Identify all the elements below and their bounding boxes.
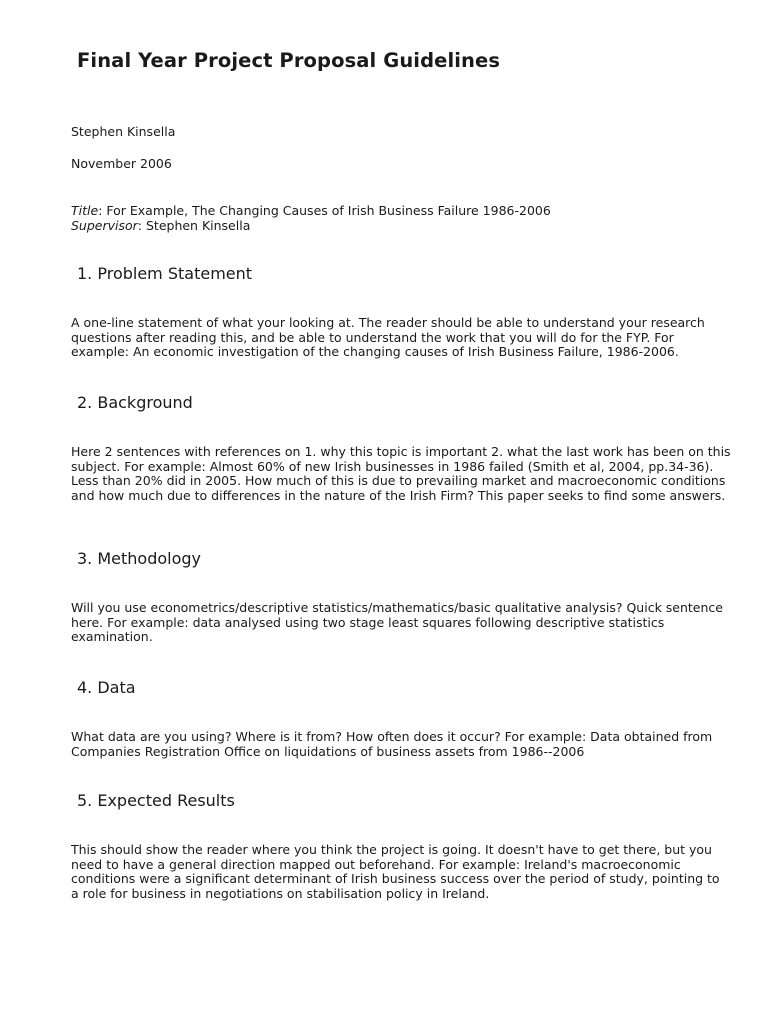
author-name: Stephen Kinsella xyxy=(71,124,176,139)
title-label: Title xyxy=(71,203,99,218)
document-date: November 2006 xyxy=(71,156,172,171)
section-body-background: Here 2 sentences with references on 1. why this topic is important 2. what the last work has been on this subject. For example: Almost 60% of new Irish businesses in 1986 failed (Smith et al, 2004, pp.34-36). Less than 20% did in 2005. How much of this is due to prevailing market and macroeconomic conditions and how much due to differences in the nature of the Irish Firm? This paper seeks to find some answers. xyxy=(71,444,731,504)
title-value: : For Example, The Changing Causes of Irish Business Failure 1986-2006 xyxy=(98,203,551,218)
section-body-expected-results: This should show the reader where you think the project is going. It doesn't have to get there, but you need to have a general direction mapped out beforehand. For example: Ireland's macroeconomic conditions were a significant determinant of Irish business success over the period of study, pointing to a role for business in negotiations on stabilisation policy in Ireland. xyxy=(71,842,720,902)
section-heading-data: 4. Data xyxy=(77,678,136,697)
section-heading-background: 2. Background xyxy=(77,393,193,412)
section-heading-expected-results: 5. Expected Results xyxy=(77,791,235,810)
section-heading-methodology: 3. Methodology xyxy=(77,549,202,568)
supervisor-label: Supervisor xyxy=(71,218,138,233)
section-body-data: What data are you using? Where is it from? How often does it occur? For example: Data obtained from Companies Registration Office on liquidations of business assets from 1986--2006 xyxy=(71,729,713,759)
project-info xyxy=(71,203,551,233)
document-title: Final Year Project Proposal Guidelines xyxy=(77,49,501,72)
supervisor-value: : Stephen Kinsella xyxy=(137,218,251,233)
section-body-problem-statement: A one-line statement of what your looking at. The reader should be able to understand your research questions after reading this, and be able to understand the work that you will do for the FYP. For example: An economic investigation of the changing causes of Irish Business Failure, 1986-2006. xyxy=(71,315,705,360)
section-heading-problem-statement: 1. Problem Statement xyxy=(77,264,253,283)
section-body-methodology: Will you use econometrics/descriptive statistics/mathematics/basic qualitative analysis? Quick sentence here. For example: data analysed using two stage least squares following descriptive statistics examination. xyxy=(71,600,723,645)
